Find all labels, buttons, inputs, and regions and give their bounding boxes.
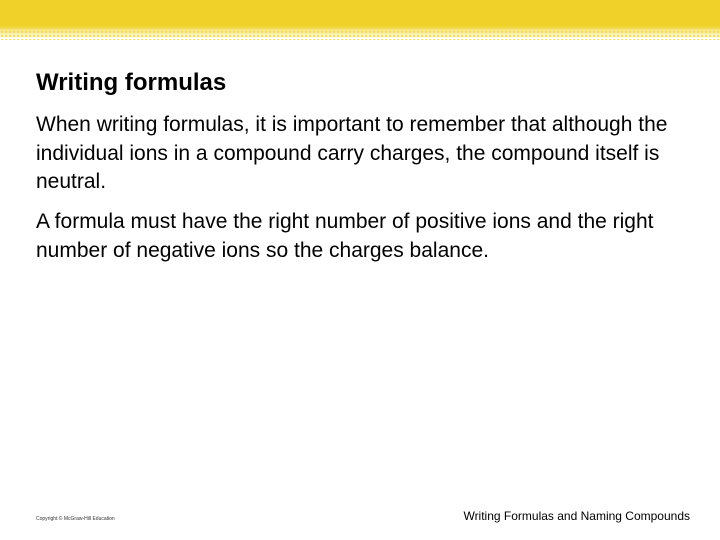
body-paragraph-2: A formula must have the right number of positive ions and the right number of negative ions so the charges balance. (36, 210, 654, 262)
footer-title: Writing Formulas and Naming Compounds (463, 509, 690, 523)
body-paragraph-1: When writing formulas, it is important to remember that although the individual ions in a compound carry charges, the compound itself is neutral. (36, 113, 668, 193)
header-dot-pattern (0, 26, 720, 40)
slide-title: Writing formulas (36, 69, 227, 96)
copyright-notice: Copyright © McGraw-Hill Education (36, 516, 115, 522)
